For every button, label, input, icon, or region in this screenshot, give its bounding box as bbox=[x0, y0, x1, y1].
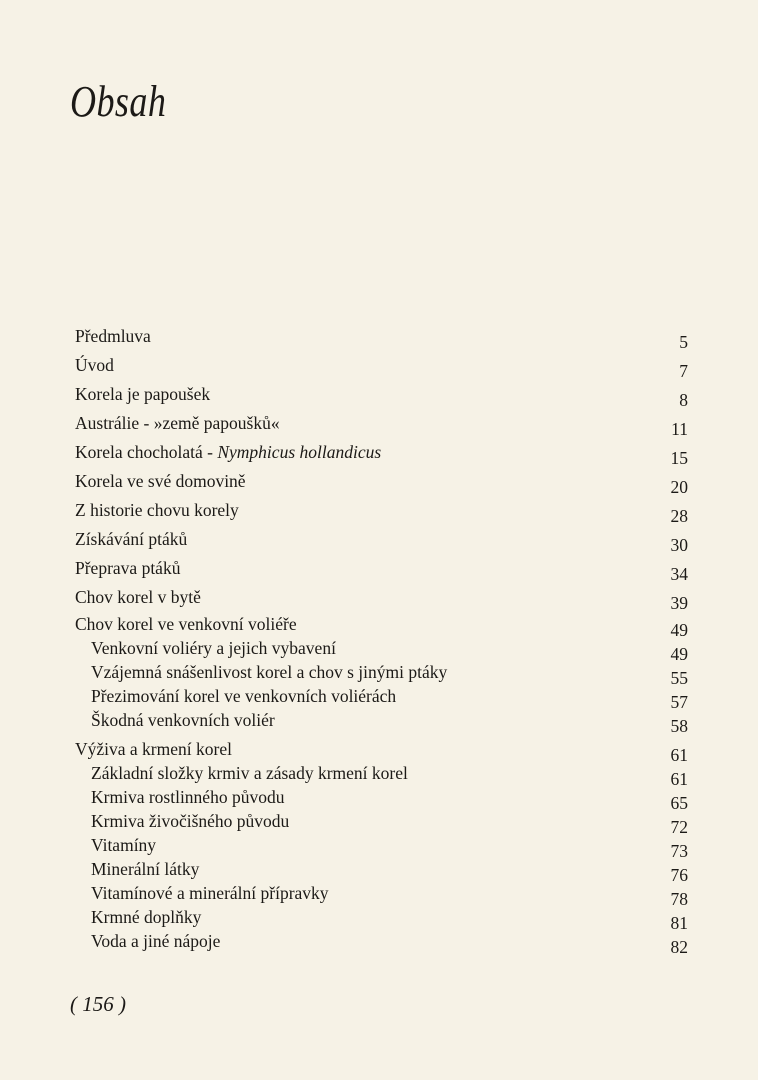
toc-entry-title: Škodná venkovních voliér bbox=[91, 710, 275, 730]
toc-entry-title: Základní složky krmiv a zásady krmení korel bbox=[91, 763, 408, 783]
toc-entry-title: Výživa a krmení korel bbox=[75, 739, 232, 759]
page-title: Obsah bbox=[70, 77, 167, 126]
toc-entry bbox=[75, 471, 688, 497]
toc-entry-title: Přeprava ptáků bbox=[75, 558, 181, 578]
toc-subentry bbox=[91, 811, 688, 837]
toc-entry-title: Vitamíny bbox=[91, 835, 157, 855]
toc-page-number: 20 bbox=[670, 477, 688, 497]
toc-entry-title: Krmné doplňky bbox=[91, 907, 202, 927]
toc-page-number: 65 bbox=[670, 793, 688, 813]
toc-entry bbox=[75, 529, 688, 555]
toc-entry bbox=[75, 355, 688, 381]
toc-entry bbox=[75, 413, 688, 439]
toc-entry-title: Krmiva živočišného původu bbox=[91, 811, 290, 831]
toc-page-number: 58 bbox=[670, 716, 688, 736]
page-number-footer: ( 156 ) bbox=[70, 992, 126, 1016]
toc-page-number: 49 bbox=[670, 644, 688, 664]
toc-entry bbox=[75, 587, 688, 613]
toc-subentry bbox=[91, 638, 688, 664]
toc-entry bbox=[75, 614, 688, 640]
toc-entry-title: Krmiva rostlinného původu bbox=[91, 787, 285, 807]
toc-entry-title: Chov korel ve venkovní voliéře bbox=[75, 614, 297, 634]
toc-entry bbox=[75, 558, 688, 584]
toc-page-number: 34 bbox=[670, 564, 688, 584]
toc-subentry bbox=[91, 883, 688, 909]
toc-page-number: 78 bbox=[670, 889, 688, 909]
toc-page-number: 55 bbox=[670, 668, 688, 688]
toc-page-number: 61 bbox=[670, 769, 688, 789]
toc-entry-title: Venkovní voliéry a jejich vybavení bbox=[91, 638, 336, 658]
toc-page-number: 7 bbox=[679, 361, 688, 381]
toc-subentry bbox=[91, 859, 688, 885]
toc-page-number: 15 bbox=[670, 448, 688, 468]
toc-entry-title: Minerální látky bbox=[91, 859, 200, 879]
toc-page-number: 39 bbox=[670, 593, 688, 613]
toc-page-number: 61 bbox=[670, 745, 688, 765]
toc-subentry bbox=[91, 763, 688, 789]
species-name: Nymphicus hollandicus bbox=[217, 442, 382, 462]
toc-entry-title: Korela chocholatá - Nymphicus hollandicus bbox=[75, 442, 382, 462]
toc-page-number: 11 bbox=[671, 419, 688, 439]
toc-subentry bbox=[91, 686, 688, 712]
toc-page-number: 73 bbox=[670, 841, 688, 861]
toc-entry-title: Voda a jiné nápoje bbox=[91, 931, 221, 951]
toc-subentry bbox=[91, 931, 688, 957]
toc-entry-title: Korela ve své domovině bbox=[75, 471, 246, 491]
toc-page-number: 8 bbox=[679, 390, 688, 410]
toc-entry-title: Z historie chovu korely bbox=[75, 500, 239, 520]
toc-entry bbox=[75, 442, 688, 468]
toc-page-number: 30 bbox=[670, 535, 688, 555]
toc-entry-title: Korela je papoušek bbox=[75, 384, 211, 404]
toc-entry-title: Vzájemná snášenlivost korel a chov s jinými ptáky bbox=[91, 662, 448, 682]
toc-entry bbox=[75, 326, 688, 352]
toc-entry-title: Předmluva bbox=[75, 326, 151, 346]
toc-page-number: 82 bbox=[670, 937, 688, 957]
toc-page-number: 57 bbox=[670, 692, 688, 712]
toc-entry bbox=[75, 384, 688, 410]
toc-entry-title: Získávání ptáků bbox=[75, 529, 188, 549]
toc-subentry bbox=[91, 787, 688, 813]
toc-subentry bbox=[91, 835, 688, 861]
toc-entry-title: Přezimování korel ve venkovních voliérách bbox=[91, 686, 397, 706]
toc-entry bbox=[75, 739, 688, 765]
toc-page-number: 72 bbox=[670, 817, 688, 837]
toc-entry bbox=[75, 500, 688, 526]
toc-page-number: 76 bbox=[670, 865, 688, 885]
toc-subentry bbox=[91, 662, 688, 688]
toc-page-number: 81 bbox=[670, 913, 688, 933]
toc-entry-title: Austrálie - »země papoušků« bbox=[75, 413, 280, 433]
toc-subentry bbox=[91, 710, 688, 736]
toc-entry-title: Úvod bbox=[75, 355, 114, 375]
toc-entry-title: Vitamínové a minerální přípravky bbox=[91, 883, 329, 903]
toc-subentry bbox=[91, 907, 688, 933]
toc-page-number: 28 bbox=[670, 506, 688, 526]
toc-entry-title: Chov korel v bytě bbox=[75, 587, 201, 607]
toc-page-number: 5 bbox=[679, 332, 688, 352]
toc-page-number: 49 bbox=[670, 620, 688, 640]
